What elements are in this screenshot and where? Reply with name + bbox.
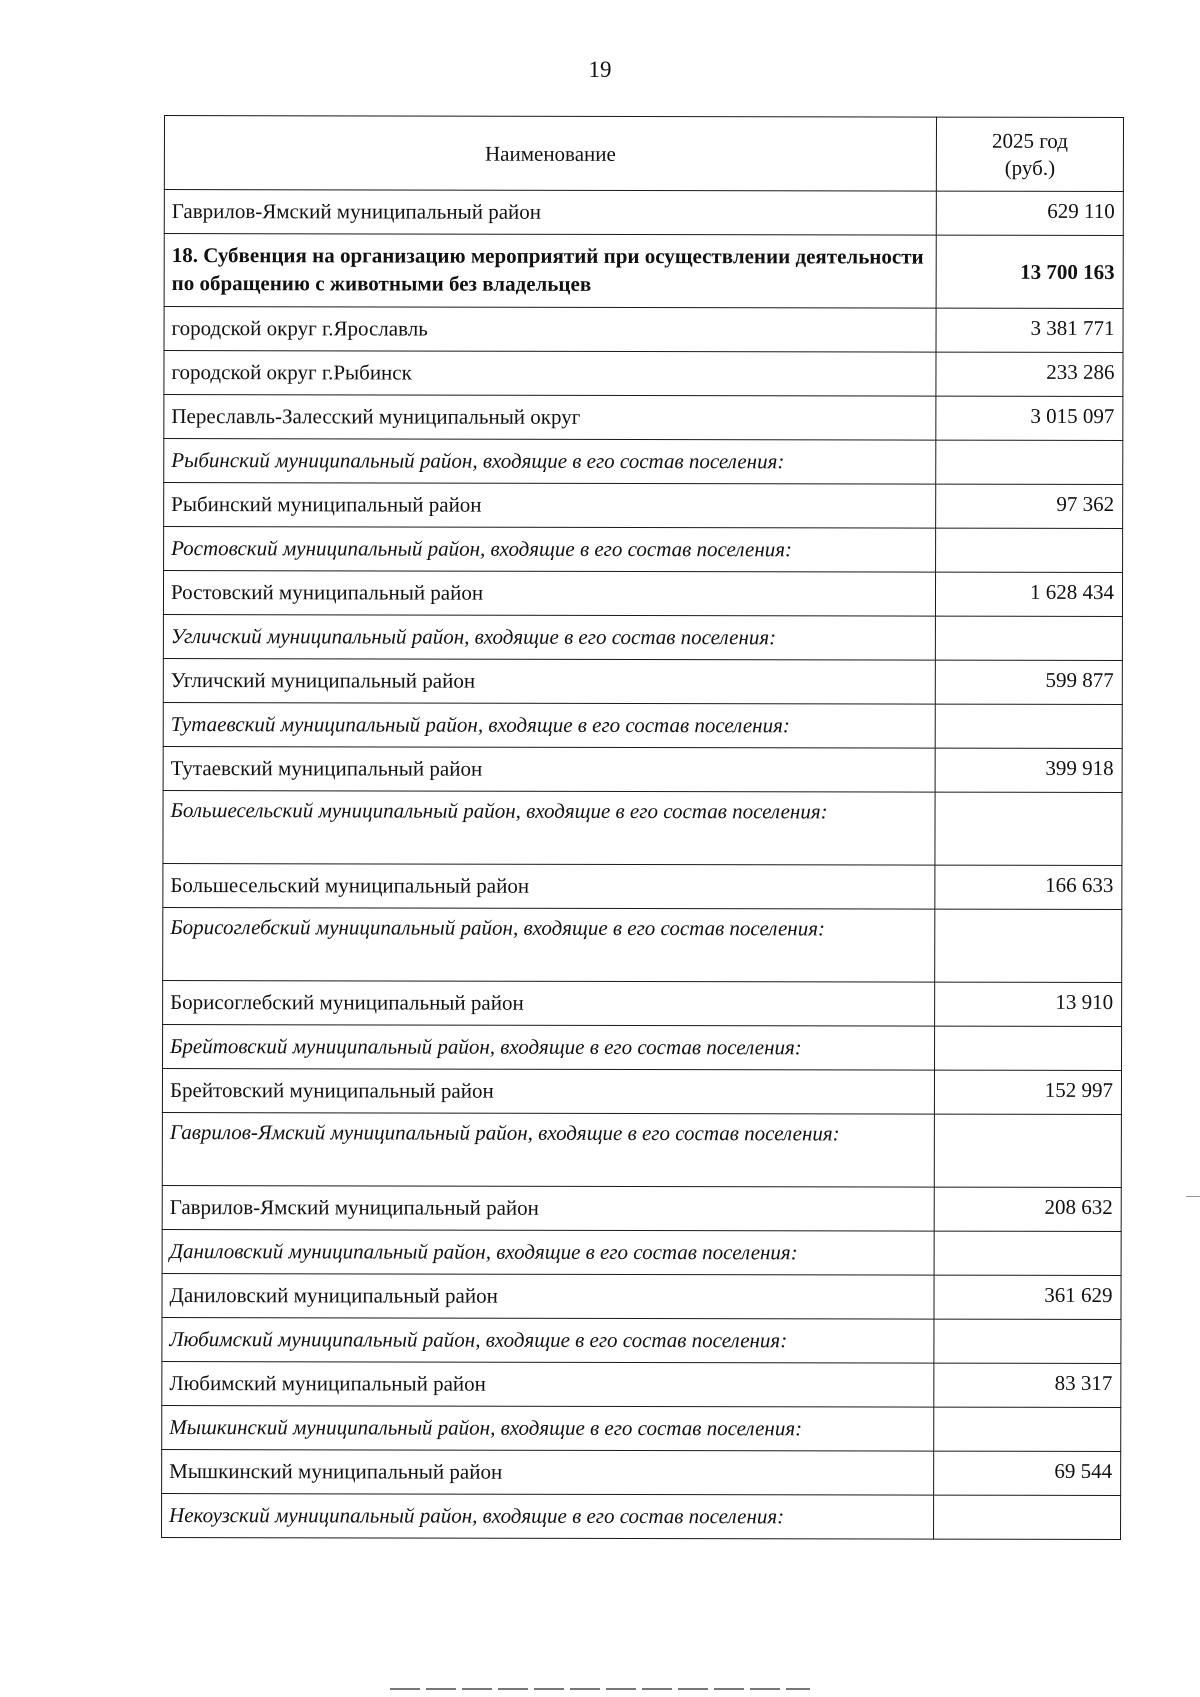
table-row-group-heading: [164, 439, 1123, 485]
table-row-group-heading: [162, 1229, 1121, 1275]
section-total: 13 700 163: [936, 235, 1123, 308]
row-value: 69 544: [934, 1451, 1121, 1495]
row-name: Гаврилов-Ямский муниципальный район: [162, 1185, 934, 1231]
table-row: [163, 658, 1122, 704]
table-row: [162, 1185, 1121, 1231]
table-row-group-heading: [164, 527, 1123, 573]
row-name: Ростовский муниципальный район: [163, 571, 935, 617]
header-name-cell: Наименование: [164, 116, 936, 192]
page-number: 19: [588, 57, 612, 82]
row-name: Переславль-Залесский муниципальный округ: [164, 395, 936, 441]
table-row: [164, 351, 1123, 397]
row-value-empty: [934, 1319, 1121, 1363]
table-row: [164, 307, 1123, 353]
scan-artifact-line: [390, 1688, 810, 1690]
table-row-group-heading: [162, 1317, 1121, 1363]
row-name: Гаврилов-Ямский муниципальный район: [164, 190, 936, 236]
row-value: 83 317: [934, 1363, 1121, 1407]
table-row: [162, 1449, 1121, 1495]
group-heading: Большесельский муниципальный район, входящие в его состав поселения:: [163, 790, 935, 865]
row-value-empty: [935, 616, 1122, 660]
table-row-group-heading: [163, 790, 1122, 865]
table-row-group-heading: [163, 702, 1122, 748]
row-name: Большесельский муниципальный район: [163, 863, 935, 909]
row-value-empty: [936, 528, 1123, 572]
table-row-group-heading: [162, 1493, 1121, 1539]
row-name: городской округ г.Ярославль: [164, 307, 936, 353]
row-name: Любимский муниципальный район: [162, 1361, 934, 1407]
row-value: 361 629: [934, 1275, 1121, 1319]
row-name: Угличский муниципальный район: [163, 658, 935, 704]
header-unit: (руб.): [1004, 155, 1056, 180]
group-heading: Некоузский муниципальный район, входящие в его состав поселения:: [162, 1493, 934, 1539]
row-value-empty: [934, 1495, 1121, 1539]
row-value: 599 877: [935, 660, 1122, 704]
table-row: [163, 746, 1122, 792]
table-row: [162, 1361, 1121, 1407]
group-heading: Угличский муниципальный район, входящие в его состав поселения:: [163, 614, 935, 660]
group-heading: Мышкинский муниципальный район, входящие в его состав поселения:: [162, 1405, 934, 1451]
row-name: Брейтовский муниципальный район: [162, 1068, 934, 1114]
row-value-empty: [935, 792, 1122, 865]
row-value: 3 381 771: [936, 308, 1123, 352]
header-year: 2025 год: [991, 128, 1068, 153]
row-value: 399 918: [935, 748, 1122, 792]
table-row: [164, 190, 1123, 236]
group-heading: Тутаевский муниципальный район, входящие в его состав поселения:: [163, 702, 935, 748]
row-name: Рыбинский муниципальный район: [164, 483, 936, 529]
row-value-empty: [934, 1231, 1121, 1275]
table-header-row: [164, 116, 1123, 192]
group-heading: Борисоглебский муниципальный район, входящие в его состав поселения:: [163, 907, 935, 982]
scan-edge-mark: [1186, 1196, 1200, 1197]
row-value: 97 362: [936, 484, 1123, 528]
group-heading: Брейтовский муниципальный район, входящие в его состав поселения:: [163, 1024, 935, 1070]
table-row-section-title: [164, 234, 1123, 309]
row-value: 166 633: [935, 865, 1122, 909]
group-heading: Гаврилов-Ямский муниципальный район, входящие в его состав поселения:: [162, 1112, 934, 1187]
table-row: [163, 980, 1122, 1026]
row-value: 629 110: [936, 191, 1123, 235]
group-heading: Рыбинский муниципальный район, входящие в его состав поселения:: [164, 439, 936, 485]
row-value: 13 910: [935, 982, 1122, 1026]
table-row-group-heading: [162, 1112, 1121, 1187]
table-row: [163, 863, 1122, 909]
budget-table: [161, 115, 1124, 1540]
row-name: Борисоглебский муниципальный район: [163, 980, 935, 1026]
row-value: 208 632: [934, 1187, 1121, 1231]
row-value: 1 628 434: [935, 572, 1122, 616]
group-heading: Любимский муниципальный район, входящие в его состав поселения:: [162, 1317, 934, 1363]
row-value-empty: [936, 440, 1123, 484]
row-value-empty: [934, 1114, 1121, 1187]
row-name: Даниловский муниципальный район: [162, 1273, 934, 1319]
header-year-cell: [936, 117, 1123, 191]
group-heading: Ростовский муниципальный район, входящие в его состав поселения:: [164, 527, 936, 573]
table-row: [164, 395, 1123, 441]
row-name: городской округ г.Рыбинск: [164, 351, 936, 397]
row-value-empty: [934, 1407, 1121, 1451]
row-name: Мышкинский муниципальный район: [162, 1449, 934, 1495]
row-value: 152 997: [934, 1070, 1121, 1114]
group-heading: Даниловский муниципальный район, входящие в его состав поселения:: [162, 1229, 934, 1275]
table-row: [163, 571, 1122, 617]
table-row: [162, 1273, 1121, 1319]
row-value-empty: [935, 1026, 1122, 1070]
section-title: 18. Субвенция на организацию мероприятий при осуществлении деятельности по обращению с животными без владельцев: [164, 234, 936, 309]
row-value-empty: [935, 909, 1122, 982]
row-value-empty: [935, 704, 1122, 748]
row-value: 3 015 097: [936, 396, 1123, 440]
row-value: 233 286: [936, 352, 1123, 396]
table-row-group-heading: [162, 1405, 1121, 1451]
table-row-group-heading: [163, 1024, 1122, 1070]
row-name: Тутаевский муниципальный район: [163, 746, 935, 792]
table-row: [164, 483, 1123, 529]
table-row-group-heading: [163, 614, 1122, 660]
table-row-group-heading: [163, 907, 1122, 982]
table-row: [162, 1068, 1121, 1114]
